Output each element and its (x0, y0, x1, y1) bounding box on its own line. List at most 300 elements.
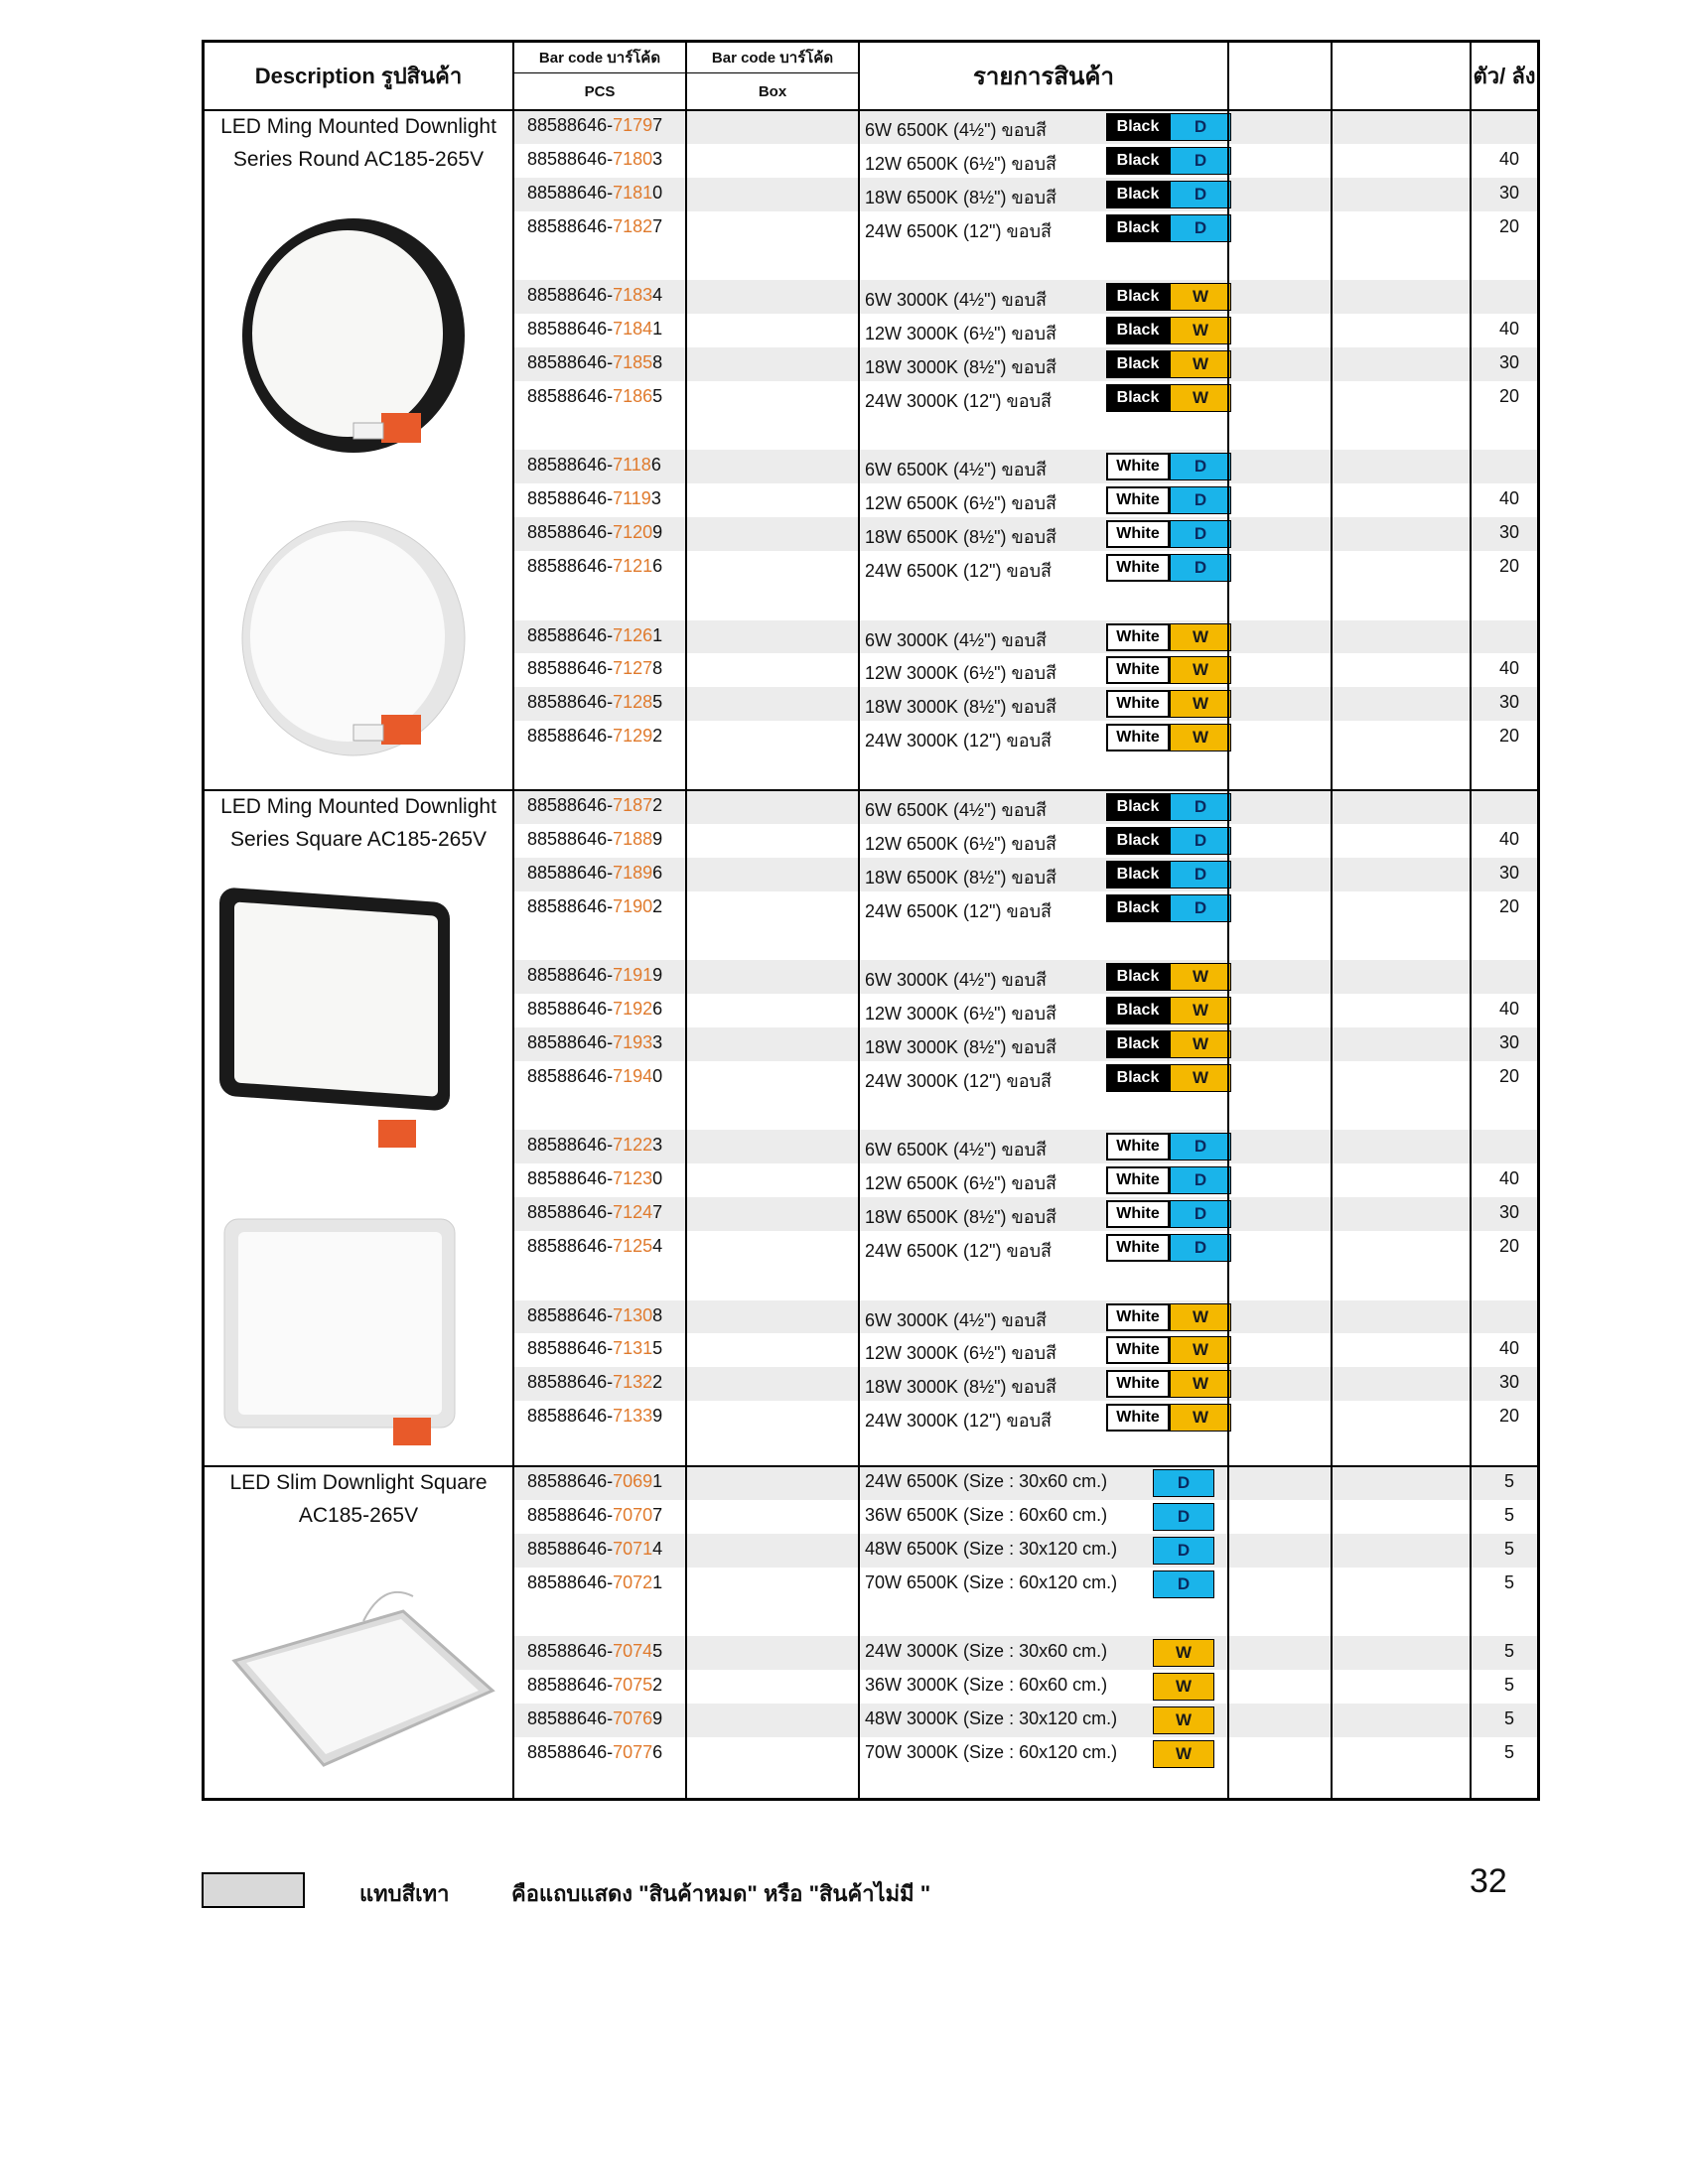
barcode-pcs (527, 829, 662, 850)
section-title-line2: AC185-265V (298, 1504, 419, 1527)
item-description: 18W 3000K (8½") ขอบสี (865, 697, 1056, 718)
barcode-highlight: 7190 (613, 895, 653, 916)
barcode-pcs (527, 1338, 662, 1359)
qty-per-box: 5 (1503, 1538, 1514, 1559)
barcode-pcs (527, 1372, 662, 1393)
barcode-pcs (527, 488, 661, 509)
barcode-pcs (527, 115, 662, 136)
light-type-badge: D (1170, 453, 1231, 480)
barcode-suffix: 7 (652, 115, 663, 135)
barcode-suffix: 9 (652, 965, 663, 986)
barcode-highlight: 7184 (613, 319, 653, 340)
col-divider-4 (1227, 43, 1229, 1798)
light-type-badge: W (1170, 1030, 1231, 1058)
item-description: 6W 6500K (4½") ขอบสี (865, 1140, 1047, 1160)
barcode-prefix: 88588646- (527, 148, 614, 169)
light-type-badge: W (1170, 384, 1231, 412)
item-description: 12W 6500K (6½") ขอบสี (865, 833, 1056, 854)
qty-per-box: 30 (1498, 351, 1520, 372)
barcode-prefix: 88588646- (527, 455, 614, 476)
item-description: 12W 6500K (6½") ขอบสี (865, 153, 1056, 174)
item-description: 12W 3000K (6½") ขอบสี (865, 324, 1056, 344)
barcode-prefix: 88588646- (527, 895, 614, 916)
header-description: Description รูปสินค้า (254, 64, 463, 88)
barcode-pcs (527, 149, 662, 170)
barcode-highlight: 7189 (613, 862, 653, 883)
frame-color-badge: White (1106, 1133, 1170, 1160)
frame-color-badge: White (1106, 486, 1170, 514)
light-type-badge: W (1170, 1370, 1231, 1398)
barcode-highlight: 7070 (613, 1504, 653, 1525)
barcode-suffix: 6 (652, 999, 663, 1020)
item-description: 18W 6500K (8½") ขอบสี (865, 867, 1056, 887)
frame-color-badge: White (1106, 1200, 1170, 1228)
barcode-suffix: 1 (652, 319, 663, 340)
barcode-suffix: 8 (652, 351, 663, 372)
barcode-highlight: 7122 (613, 1135, 653, 1156)
barcode-prefix: 88588646- (527, 556, 614, 577)
barcode-suffix: 9 (652, 522, 663, 543)
frame-color-badge: White (1106, 1336, 1170, 1364)
qty-per-box: 40 (1498, 828, 1520, 849)
frame-color-badge: Black (1106, 181, 1170, 208)
light-type-badge: D (1170, 1200, 1231, 1228)
barcode-prefix: 88588646- (527, 351, 614, 372)
barcode-prefix: 88588646- (527, 182, 614, 203)
barcode-highlight: 7194 (613, 1065, 653, 1086)
barcode-pcs (527, 216, 662, 237)
item-description: 12W 3000K (6½") ขอบสี (865, 1343, 1056, 1364)
barcode-suffix: 8 (652, 658, 663, 679)
section-title-round (205, 110, 512, 176)
barcode-pcs (527, 1032, 662, 1053)
barcode-highlight: 7192 (613, 999, 653, 1020)
item-description: 24W 6500K (12") ขอบสี (865, 1241, 1052, 1262)
light-type-badge: D (1170, 147, 1231, 175)
item-description: 24W 6500K (Size : 30x60 cm.) (865, 1471, 1108, 1491)
barcode-pcs (527, 1708, 662, 1729)
barcode-prefix: 88588646- (527, 1471, 614, 1491)
barcode-prefix: 88588646- (527, 828, 614, 849)
barcode-suffix: 3 (652, 1135, 663, 1156)
frame-color-badge: White (1106, 1404, 1170, 1432)
qty-per-box: 20 (1498, 556, 1520, 577)
barcode-highlight: 7125 (613, 1236, 653, 1257)
round-downlight-image (214, 197, 502, 782)
barcode-pcs (527, 692, 662, 713)
barcode-prefix: 88588646- (527, 285, 614, 306)
legend-text: คือแถบแสดง "สินค้าหมด" หรือ "สินค้าไม่มี " (511, 1881, 931, 1906)
barcode-highlight: 7132 (613, 1372, 653, 1393)
frame-color-badge: White (1106, 1234, 1170, 1262)
item-description: 12W 6500K (6½") ขอบสี (865, 493, 1056, 514)
col-divider-3 (858, 43, 860, 1798)
barcode-highlight: 7188 (613, 828, 653, 849)
barcode-prefix: 88588646- (527, 1741, 614, 1762)
barcode-highlight: 7127 (613, 658, 653, 679)
barcode-highlight: 7183 (613, 285, 653, 306)
frame-color-badge: Black (1106, 861, 1170, 888)
barcode-highlight: 7119 (613, 488, 651, 509)
barcode-prefix: 88588646- (527, 1504, 614, 1525)
barcode-highlight: 7187 (613, 795, 653, 815)
light-type-badge: W (1153, 1706, 1214, 1734)
barcode-highlight: 7130 (613, 1304, 653, 1325)
item-description: 18W 6500K (8½") ขอบสี (865, 1207, 1056, 1228)
frame-color-badge: White (1106, 453, 1170, 480)
barcode-prefix: 88588646- (527, 319, 614, 340)
barcode-prefix: 88588646- (527, 1372, 614, 1393)
barcode-highlight: 7193 (613, 1031, 653, 1052)
qty-per-box: 20 (1498, 1065, 1520, 1086)
qty-per-box: 30 (1498, 1031, 1520, 1052)
light-type-badge: W (1170, 1404, 1231, 1432)
barcode-highlight: 7072 (613, 1571, 653, 1592)
header-barcode-box: Bar code บาร์โค้ด (711, 50, 834, 67)
barcode-prefix: 88588646- (527, 1641, 614, 1662)
qty-per-box: 20 (1498, 895, 1520, 916)
barcode-highlight: 7075 (613, 1675, 653, 1696)
barcode-highlight: 7131 (613, 1338, 653, 1359)
qty-per-box: 5 (1503, 1504, 1514, 1525)
barcode-suffix: 3 (650, 488, 661, 509)
item-description: 6W 6500K (4½") ขอบสี (865, 120, 1047, 140)
barcode-prefix: 88588646- (527, 488, 614, 509)
qty-per-box: 20 (1498, 726, 1520, 747)
item-description: 6W 3000K (4½") ขอบสี (865, 1309, 1047, 1330)
light-type-badge: W (1153, 1673, 1214, 1701)
barcode-suffix: 5 (652, 1641, 663, 1662)
barcode-prefix: 88588646- (527, 1135, 614, 1156)
barcode-pcs (527, 1236, 662, 1257)
section-title-slim (205, 1466, 512, 1532)
qty-per-box: 30 (1498, 522, 1520, 543)
barcode-highlight: 7180 (613, 148, 653, 169)
header-qty: ตัว/ ลัง (1473, 63, 1536, 88)
barcode-suffix: 6 (650, 455, 661, 476)
barcode-highlight: 7133 (613, 1406, 653, 1427)
section-title-line1: LED Ming Mounted Downlight (220, 115, 496, 138)
item-description: 24W 3000K (12") ขอบสี (865, 1070, 1052, 1091)
section-title-line1: LED Slim Downlight Square (229, 1471, 488, 1494)
barcode-highlight: 7191 (613, 965, 653, 986)
barcode-prefix: 88588646- (527, 215, 614, 236)
barcode-prefix: 88588646- (527, 965, 614, 986)
barcode-pcs (527, 1641, 662, 1662)
barcode-pcs (527, 795, 662, 816)
barcode-pcs (527, 726, 662, 747)
barcode-highlight: 7121 (613, 556, 653, 577)
barcode-pcs (527, 556, 662, 577)
barcode-pcs (527, 522, 662, 543)
light-type-badge: D (1153, 1469, 1214, 1497)
light-type-badge: W (1170, 656, 1231, 684)
qty-per-box: 20 (1498, 1236, 1520, 1257)
frame-color-badge: White (1106, 724, 1170, 751)
barcode-pcs (527, 285, 662, 306)
section-title-line2: Series Round AC185-265V (232, 148, 485, 171)
light-type-badge: D (1153, 1503, 1214, 1531)
barcode-pcs (527, 896, 662, 917)
square-downlight-image (214, 877, 502, 1462)
barcode-suffix: 9 (652, 1406, 663, 1427)
light-type-badge: D (1170, 181, 1231, 208)
qty-per-box: 5 (1503, 1471, 1514, 1491)
frame-color-badge: White (1106, 623, 1170, 651)
barcode-prefix: 88588646- (527, 1168, 614, 1189)
light-type-badge: D (1170, 1166, 1231, 1194)
barcode-prefix: 88588646- (527, 624, 614, 645)
qty-per-box: 40 (1498, 658, 1520, 679)
barcode-suffix: 5 (652, 1338, 663, 1359)
qty-per-box: 20 (1498, 215, 1520, 236)
light-type-badge: D (1170, 793, 1231, 821)
slim-panel-image (214, 1571, 502, 1790)
item-description: 6W 6500K (4½") ขอบสี (865, 800, 1047, 820)
item-description: 18W 6500K (8½") ขอบสี (865, 187, 1056, 207)
frame-color-badge: Black (1106, 997, 1170, 1024)
light-type-badge: W (1170, 317, 1231, 344)
barcode-highlight: 7126 (613, 624, 653, 645)
barcode-suffix: 9 (652, 828, 663, 849)
barcode-suffix: 0 (652, 182, 663, 203)
item-description: 24W 3000K (12") ขอบสี (865, 1411, 1052, 1432)
barcode-highlight: 7077 (613, 1741, 653, 1762)
barcode-pcs (527, 319, 662, 340)
item-description: 48W 6500K (Size : 30x120 cm.) (865, 1538, 1118, 1559)
barcode-suffix: 8 (652, 1304, 663, 1325)
barcode-prefix: 88588646- (527, 1571, 614, 1592)
light-type-badge: W (1153, 1740, 1214, 1768)
qty-per-box: 5 (1503, 1741, 1514, 1762)
barcode-pcs (527, 386, 662, 407)
item-description: 70W 3000K (Size : 60x120 cm.) (865, 1741, 1118, 1762)
header-box: Box (758, 83, 787, 100)
qty-per-box: 5 (1503, 1707, 1514, 1728)
barcode-pcs (527, 999, 662, 1020)
frame-color-badge: White (1106, 1166, 1170, 1194)
barcode-pcs (527, 1742, 662, 1763)
barcode-prefix: 88588646- (527, 1236, 614, 1257)
barcode-prefix: 88588646- (527, 1406, 614, 1427)
barcode-highlight: 7069 (613, 1471, 653, 1491)
barcode-pcs (527, 1168, 662, 1189)
item-description: 6W 3000K (4½") ขอบสี (865, 290, 1047, 311)
frame-color-badge: Black (1106, 113, 1170, 141)
barcode-prefix: 88588646- (527, 1202, 614, 1223)
barcode-highlight: 7179 (613, 115, 653, 135)
frame-color-badge: Black (1106, 894, 1170, 922)
barcode-pcs (527, 625, 662, 646)
barcode-pcs (527, 1305, 662, 1326)
barcode-prefix: 88588646- (527, 862, 614, 883)
barcode-pcs (527, 1572, 662, 1593)
barcode-suffix: 6 (652, 556, 663, 577)
light-type-badge: W (1153, 1639, 1214, 1667)
barcode-suffix: 3 (652, 148, 663, 169)
barcode-suffix: 0 (652, 1168, 663, 1189)
barcode-suffix: 5 (652, 692, 663, 713)
barcode-pcs (527, 658, 662, 679)
item-description: 6W 3000K (4½") ขอบสี (865, 629, 1047, 650)
barcode-suffix: 7 (652, 1202, 663, 1223)
barcode-prefix: 88588646- (527, 692, 614, 713)
frame-color-badge: Black (1106, 384, 1170, 412)
section-title-line2: Series Square AC185-265V (230, 828, 487, 851)
light-type-badge: D (1170, 554, 1231, 582)
barcode-highlight: 7120 (613, 522, 653, 543)
barcode-suffix: 9 (652, 1707, 663, 1728)
barcode-pcs (527, 352, 662, 373)
light-type-badge: D (1170, 1133, 1231, 1160)
frame-color-badge: Black (1106, 827, 1170, 855)
light-type-badge: W (1170, 1303, 1231, 1331)
frame-color-badge: Black (1106, 214, 1170, 242)
page-number: 32 (1470, 1862, 1507, 1900)
item-description: 18W 6500K (8½") ขอบสี (865, 527, 1056, 548)
barcode-highlight: 7128 (613, 692, 653, 713)
qty-per-box: 40 (1498, 1338, 1520, 1359)
barcode-suffix: 7 (652, 215, 663, 236)
qty-per-box: 5 (1503, 1571, 1514, 1592)
header-barcode-pcs: Bar code บาร์โค้ด (538, 50, 661, 67)
qty-per-box: 40 (1498, 488, 1520, 509)
col-divider-2 (685, 43, 687, 1798)
frame-color-badge: Black (1106, 350, 1170, 378)
frame-color-badge: Black (1106, 317, 1170, 344)
legend-label: แทบสีเทา (359, 1881, 450, 1906)
item-description: 24W 3000K (Size : 30x60 cm.) (865, 1641, 1108, 1662)
item-description: 36W 6500K (Size : 60x60 cm.) (865, 1504, 1108, 1525)
barcode-pcs (527, 1539, 662, 1560)
barcode-suffix: 6 (652, 862, 663, 883)
frame-color-badge: Black (1106, 1030, 1170, 1058)
barcode-prefix: 88588646- (527, 1031, 614, 1052)
light-type-badge: W (1170, 724, 1231, 751)
item-description: 18W 3000K (8½") ขอบสี (865, 1036, 1056, 1057)
barcode-highlight: 7118 (613, 455, 651, 476)
col-divider-1 (512, 43, 514, 1798)
barcode-prefix: 88588646- (527, 1675, 614, 1696)
light-type-badge: D (1153, 1537, 1214, 1565)
barcode-suffix: 7 (652, 1504, 663, 1525)
frame-color-badge: Black (1106, 1064, 1170, 1092)
barcode-prefix: 88588646- (527, 795, 614, 815)
col-divider-6 (1470, 43, 1472, 1798)
qty-per-box: 5 (1503, 1641, 1514, 1662)
qty-per-box: 30 (1498, 1202, 1520, 1223)
barcode-prefix: 88588646- (527, 1304, 614, 1325)
frame-color-badge: White (1106, 554, 1170, 582)
legend-swatch (202, 1872, 305, 1908)
qty-per-box: 5 (1503, 1675, 1514, 1696)
barcode-pcs (527, 965, 662, 986)
col-divider-5 (1331, 43, 1333, 1798)
barcode-highlight: 7124 (613, 1202, 653, 1223)
barcode-prefix: 88588646- (527, 658, 614, 679)
frame-color-badge: Black (1106, 147, 1170, 175)
section-title-square (205, 790, 512, 856)
item-description: 18W 3000K (8½") ขอบสี (865, 1377, 1056, 1398)
frame-color-badge: Black (1106, 793, 1170, 821)
qty-per-box: 30 (1498, 862, 1520, 883)
barcode-pcs (527, 1202, 662, 1223)
barcode-prefix: 88588646- (527, 999, 614, 1020)
qty-per-box: 40 (1498, 319, 1520, 340)
item-description: 24W 3000K (12") ขอบสี (865, 731, 1052, 751)
frame-color-badge: Black (1106, 963, 1170, 991)
item-description: 24W 3000K (12") ขอบสี (865, 390, 1052, 411)
barcode-highlight: 7185 (613, 351, 653, 372)
frame-color-badge: White (1106, 520, 1170, 548)
qty-per-box: 30 (1498, 182, 1520, 203)
barcode-pcs (527, 455, 661, 476)
light-type-badge: D (1170, 113, 1231, 141)
qty-per-box: 40 (1498, 999, 1520, 1020)
barcode-suffix: 4 (652, 1236, 663, 1257)
barcode-prefix: 88588646- (527, 115, 614, 135)
light-type-badge: W (1170, 963, 1231, 991)
barcode-suffix: 2 (652, 895, 663, 916)
qty-per-box: 20 (1498, 1406, 1520, 1427)
light-type-badge: W (1170, 1336, 1231, 1364)
barcode-suffix: 4 (652, 285, 663, 306)
barcode-pcs (527, 1505, 662, 1526)
frame-color-badge: White (1106, 1303, 1170, 1331)
light-type-badge: W (1170, 1064, 1231, 1092)
barcode-pcs (527, 1471, 662, 1492)
barcode-prefix: 88588646- (527, 1065, 614, 1086)
item-description: 70W 6500K (Size : 60x120 cm.) (865, 1571, 1118, 1592)
barcode-pcs (527, 1675, 662, 1696)
barcode-suffix: 2 (652, 1675, 663, 1696)
item-description: 18W 3000K (8½") ขอบสี (865, 356, 1056, 377)
frame-color-badge: White (1106, 690, 1170, 718)
product-table (202, 40, 1540, 1801)
item-description: 24W 6500K (12") ขอบสี (865, 561, 1052, 582)
barcode-prefix: 88588646- (527, 385, 614, 406)
light-type-badge: W (1170, 690, 1231, 718)
light-type-badge: W (1170, 623, 1231, 651)
barcode-highlight: 7074 (613, 1641, 653, 1662)
frame-color-badge: White (1106, 656, 1170, 684)
item-description: 24W 6500K (12") ขอบสี (865, 220, 1052, 241)
barcode-suffix: 2 (652, 795, 663, 815)
barcode-highlight: 7071 (613, 1538, 653, 1559)
barcode-suffix: 3 (652, 1031, 663, 1052)
barcode-pcs (527, 1135, 662, 1156)
qty-per-box: 40 (1498, 1168, 1520, 1189)
item-description: 12W 3000K (6½") ขอบสี (865, 1004, 1056, 1024)
item-description: 36W 3000K (Size : 60x60 cm.) (865, 1675, 1108, 1696)
qty-per-box: 30 (1498, 1372, 1520, 1393)
barcode-suffix: 2 (652, 1372, 663, 1393)
barcode-prefix: 88588646- (527, 1338, 614, 1359)
barcode-highlight: 7123 (613, 1168, 653, 1189)
barcode-pcs (527, 1066, 662, 1087)
section-title-line1: LED Ming Mounted Downlight (220, 795, 496, 818)
qty-per-box: 30 (1498, 692, 1520, 713)
barcode-suffix: 1 (652, 1571, 663, 1592)
frame-color-badge: White (1106, 1370, 1170, 1398)
barcode-pcs (527, 183, 662, 204)
barcode-highlight: 7186 (613, 385, 653, 406)
header-pcs: PCS (584, 83, 616, 100)
item-description: 12W 6500K (6½") ขอบสี (865, 1173, 1056, 1194)
barcode-prefix: 88588646- (527, 1707, 614, 1728)
barcode-suffix: 6 (652, 1741, 663, 1762)
barcode-suffix: 0 (652, 1065, 663, 1086)
